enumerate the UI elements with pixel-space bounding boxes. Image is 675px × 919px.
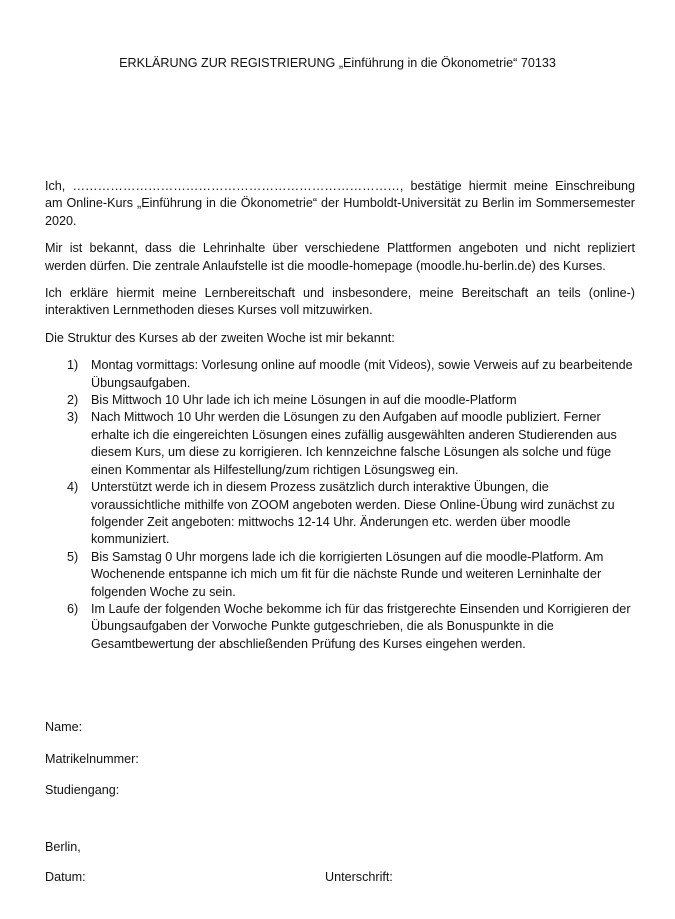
list-item-text: Unterstützt werde ich in diesem Prozess zusätzlich durch interaktive Übungen, die voraussichtliche mithilfe von ZOOM angeboten werden. Diese Online-Übung wird zunächst zu folgender Zeit angeboten: mittwochs 12-14 Uhr. Änderungen etc. werden über moodle kommuniziert. — [91, 480, 615, 547]
list-item — [45, 357, 635, 392]
name-field-label: Name: — [45, 720, 83, 734]
list-item-number: 1) — [67, 358, 79, 373]
document-body — [45, 178, 635, 653]
place-field-label: Berlin, — [45, 840, 81, 854]
paragraph-structure-intro: Die Struktur des Kurses ab der zweiten Woche ist mir bekannt: — [45, 330, 395, 345]
list-item-number: 5) — [67, 549, 79, 564]
course-structure-list — [45, 357, 635, 653]
list-item — [45, 601, 635, 653]
matrikel-field-label: Matrikelnummer: — [45, 752, 139, 766]
list-item — [45, 409, 635, 479]
list-item-number: 4) — [67, 480, 79, 495]
paragraph-platforms: Mir ist bekannt, dass die Lehrinhalte über verschiedene Plattformen angeboten und nicht repliziert werden dürfen. Die zentrale Anlaufstelle ist die moodle-homepage (moodle.hu-berlin.de) des Kurses. — [45, 241, 635, 273]
list-item-number: 2) — [67, 393, 79, 408]
list-item-number: 3) — [67, 410, 79, 425]
signature-field-label: Unterschrift: — [325, 870, 393, 884]
document-title: ERKLÄRUNG ZUR REGISTRIERUNG „Einführung in die Ökonometrie“ 70133 — [119, 56, 556, 70]
list-item-text: Im Laufe der folgenden Woche bekomme ich für das fristgerechte Einsenden und Korrigieren der Übungsaufgaben der Vorwoche Punkte gutgeschrieben, die als Bonuspunkte in die Gesamtbewertung der abschließenden Prüfung des Kurses eingehen werden. — [91, 601, 631, 651]
list-item — [45, 479, 635, 549]
list-item — [45, 549, 635, 601]
paragraph-declaration: Ich, ……………………………………………………………………, bestätige hiermit meine Einschreibung am Online-Kurs „Einführung in die Ökonometrie“ der Humboldt-Universität zu Berlin im Sommersemester 2020. — [45, 179, 635, 228]
list-item-number: 6) — [67, 601, 79, 616]
studiengang-field-label: Studiengang: — [45, 783, 120, 797]
date-field-label: Datum: — [45, 870, 86, 884]
list-item — [45, 392, 635, 409]
list-item-text: Bis Mittwoch 10 Uhr lade ich ich meine Lösungen in auf die moodle-Platform — [91, 393, 517, 408]
list-item-text: Montag vormittags: Vorlesung online auf moodle (mit Videos), sowie Verweis auf zu bearbeitende Übungsaufgaben. — [91, 358, 633, 390]
list-item-text: Bis Samstag 0 Uhr morgens lade ich die korrigierten Lösungen auf die moodle-Platform. Am Wochenende entspanne ich mich um fit für die nächste Runde und weiteren Lerninhalte der folgenden Woche zu sein. — [91, 549, 604, 599]
paragraph-willingness: Ich erkläre hiermit meine Lernbereitschaft und insbesondere, meine Bereitschaft an teils (online-) interaktiven Lernmethoden dieses Kurses voll mitzuwirken. — [45, 286, 635, 318]
list-item-text: Nach Mittwoch 10 Uhr werden die Lösungen zu den Aufgaben auf moodle publiziert. Ferner erhalte ich die eingereichten Lösungen eines zufällig ausgewählten anderen Studierenden aus diesem Kurs, um diese zu korrigieren. Ich kennzeichne falsche Lösungen als solche und füge einen Kommentar als Hilfestellung/zum richtigen Lösungsweg ein. — [91, 410, 617, 477]
